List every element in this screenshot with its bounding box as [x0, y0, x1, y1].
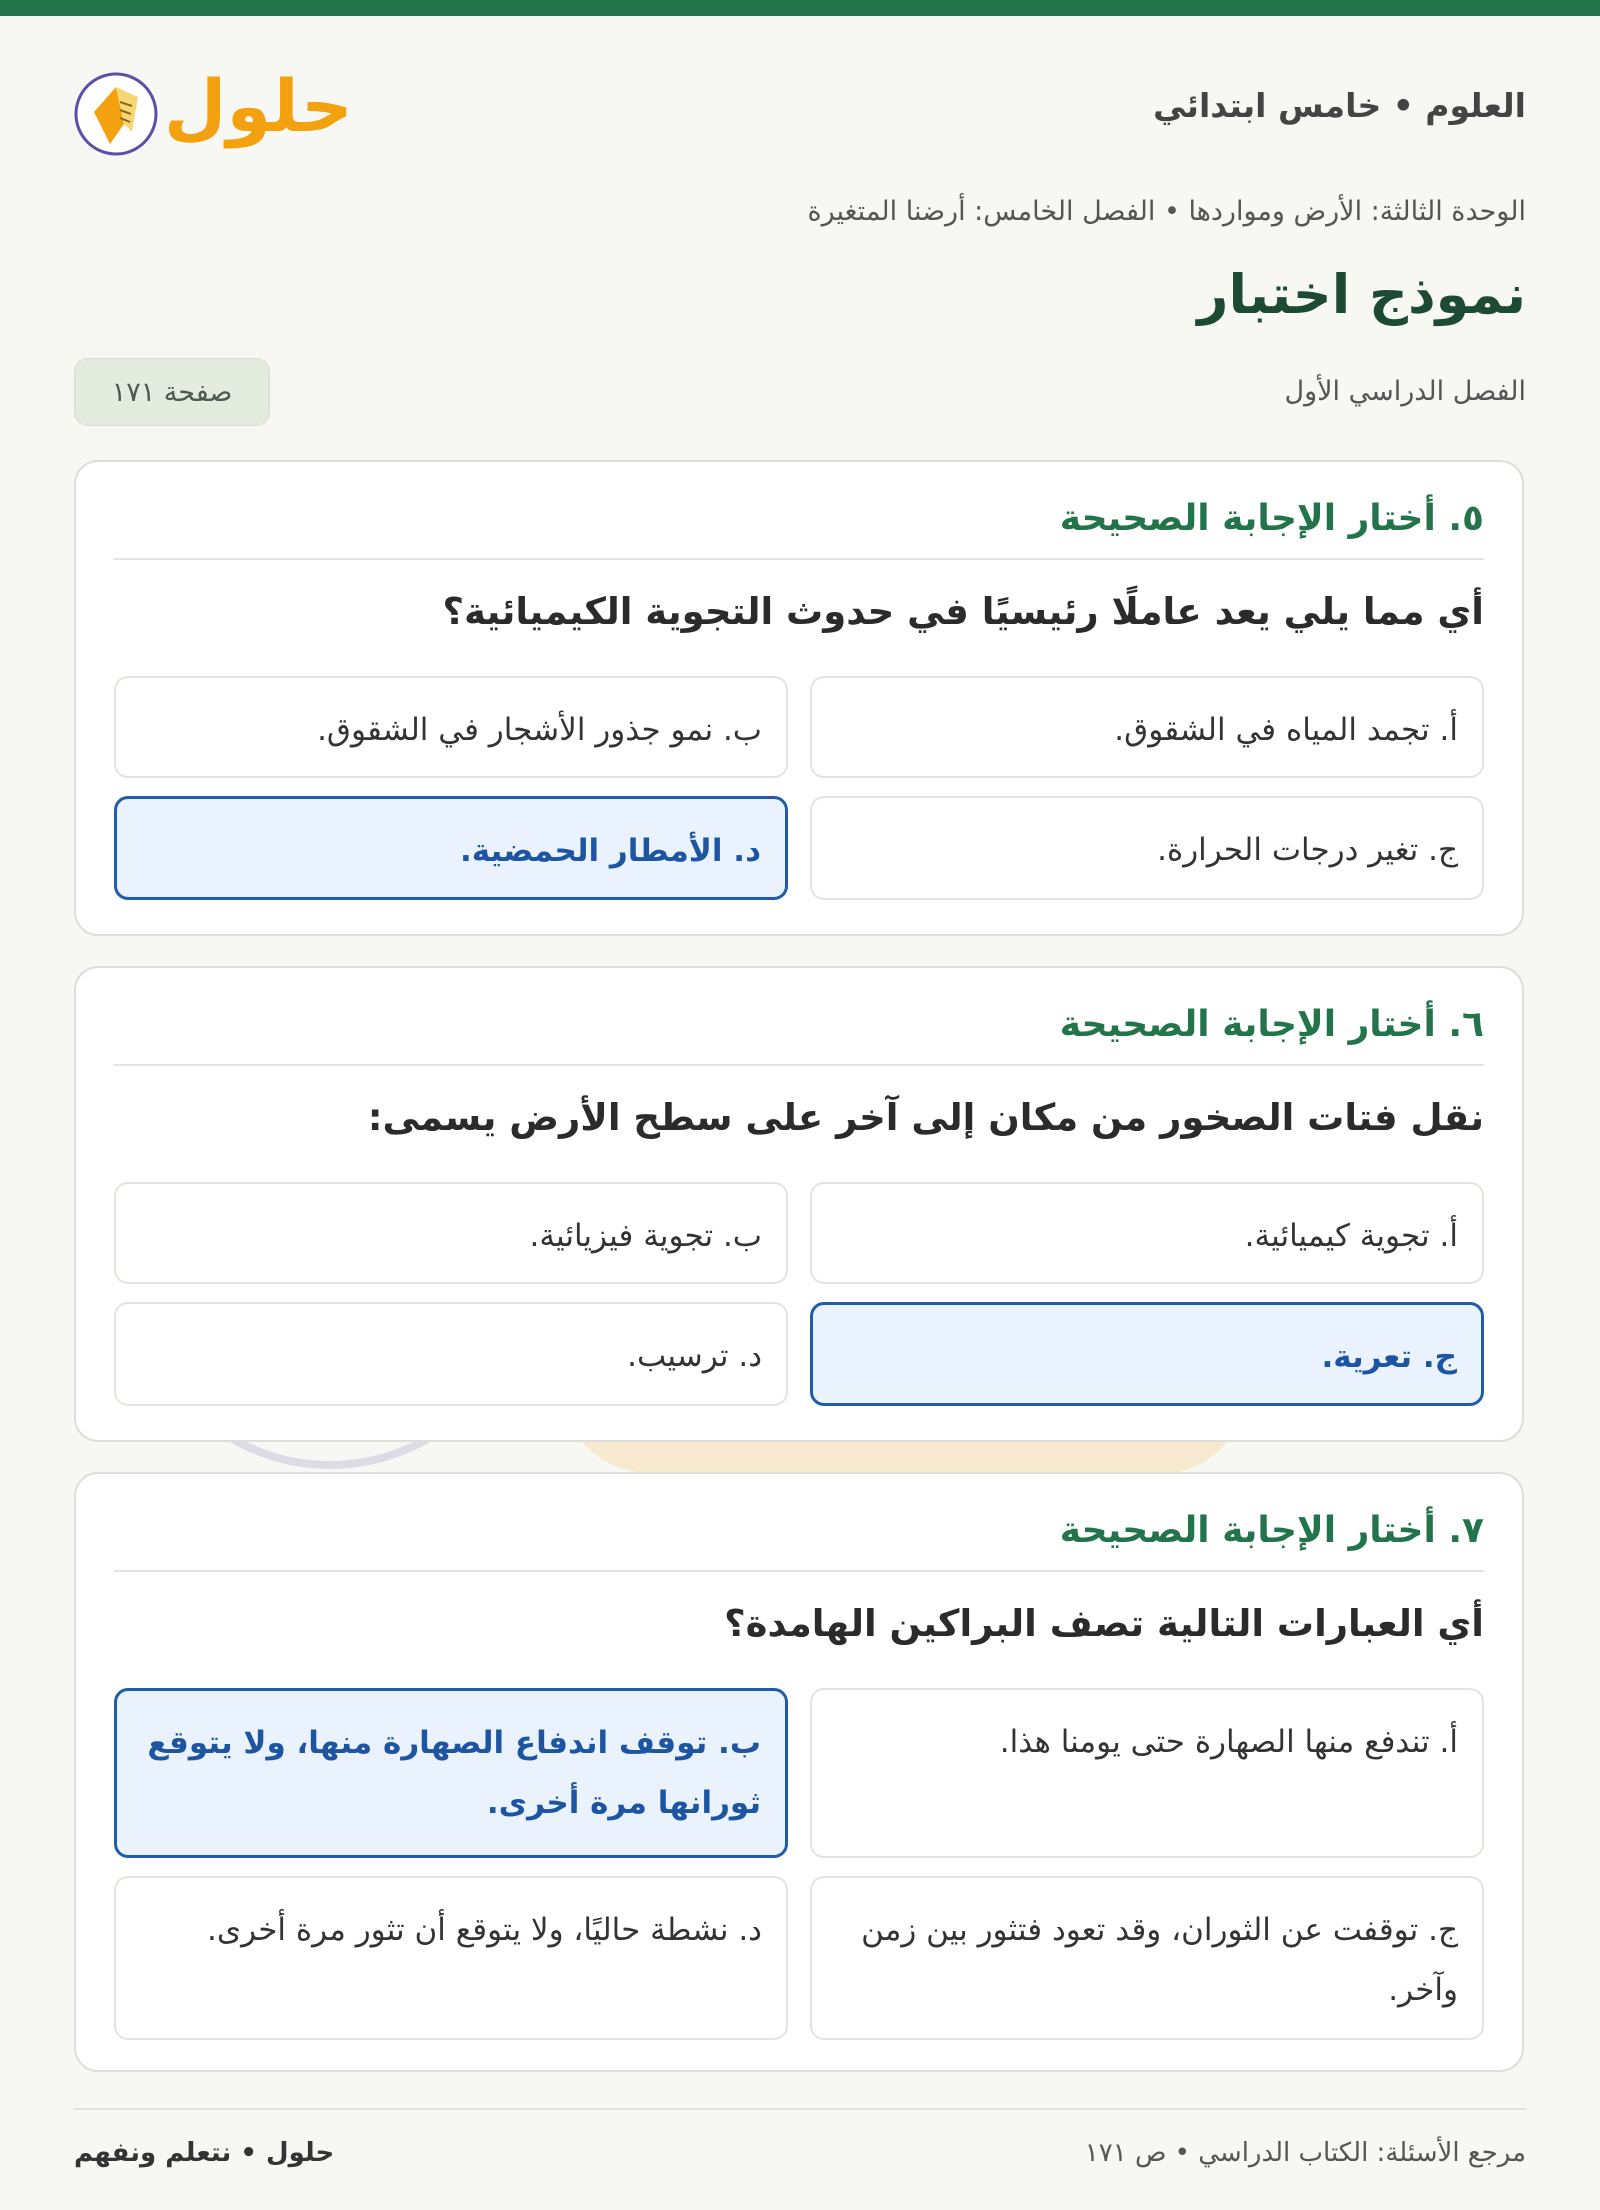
question-text: أي العبارات التالية تصف البراكين الهامدة؟	[724, 1602, 1484, 1645]
divider	[114, 1064, 1484, 1066]
term-label: الفصل الدراسي الأول	[1284, 376, 1526, 407]
option-d-selected[interactable]: د. الأمطار الحمضية.	[114, 796, 788, 900]
footer-divider	[74, 2108, 1526, 2110]
logo-text: حلول	[164, 64, 353, 148]
top-accent-bar	[0, 0, 1600, 16]
subject-label: العلوم • خامس ابتدائي	[1153, 86, 1526, 125]
question-card-7	[74, 1472, 1524, 2072]
page-header	[74, 52, 1526, 162]
option-a[interactable]: أ. تجمد المياه في الشقوق.	[810, 676, 1484, 778]
option-b[interactable]: ب. تجوية فيزيائية.	[114, 1182, 788, 1284]
option-a[interactable]: أ. تندفع منها الصهارة حتى يومنا هذا.	[810, 1688, 1484, 1858]
option-a[interactable]: أ. تجوية كيميائية.	[810, 1182, 1484, 1284]
question-heading: ٥. أختار الإجابة الصحيحة	[1059, 498, 1484, 539]
question-text: أي مما يلي يعد عاملًا رئيسيًا في حدوث التجوية الكيميائية؟	[442, 590, 1484, 633]
question-heading: ٧. أختار الإجابة الصحيحة	[1059, 1510, 1484, 1551]
option-b-selected[interactable]: ب. توقف اندفاع الصهارة منها، ولا يتوقع ثورانها مرة أخرى.	[114, 1688, 788, 1858]
divider	[114, 1570, 1484, 1572]
page-title: نموذج اختبار	[1197, 263, 1526, 326]
question-heading: ٦. أختار الإجابة الصحيحة	[1059, 1004, 1484, 1045]
question-text: نقل فتات الصخور من مكان إلى آخر على سطح الأرض يسمى:	[367, 1096, 1484, 1139]
question-card-5	[74, 460, 1524, 936]
unit-breadcrumb: الوحدة الثالثة: الأرض ومواردها • الفصل الخامس: أرضنا المتغيرة	[807, 196, 1526, 227]
option-c[interactable]: ج. تغير درجات الحرارة.	[810, 796, 1484, 900]
footer-reference: مرجع الأسئلة: الكتاب الدراسي • ص ١٧١	[1084, 2138, 1526, 2168]
page-number-badge: صفحة ١٧١	[74, 358, 270, 426]
question-card-6	[74, 966, 1524, 1442]
divider	[114, 558, 1484, 560]
option-c[interactable]: ج. توقفت عن الثوران، وقد تعود فتثور بين زمن وآخر.	[810, 1876, 1484, 2040]
site-logo[interactable]	[74, 52, 353, 162]
option-d[interactable]: د. نشطة حاليًا، ولا يتوقع أن تثور مرة أخرى.	[114, 1876, 788, 2040]
option-b[interactable]: ب. نمو جذور الأشجار في الشقوق.	[114, 676, 788, 778]
option-d[interactable]: د. ترسيب.	[114, 1302, 788, 1406]
footer-brand: حلول • نتعلم ونفهم	[74, 2138, 335, 2168]
option-c-selected[interactable]: ج. تعرية.	[810, 1302, 1484, 1406]
